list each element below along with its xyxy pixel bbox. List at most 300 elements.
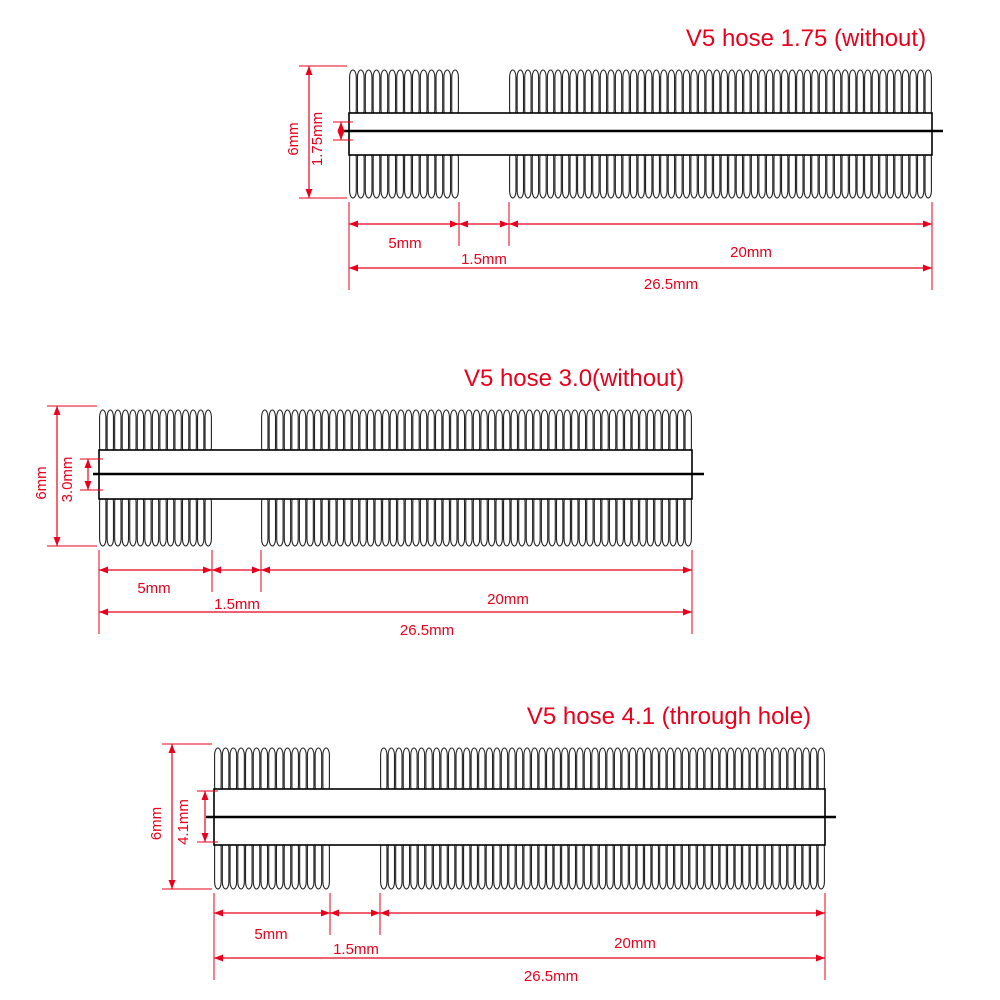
thread-crest bbox=[818, 748, 824, 793]
thread-crest bbox=[381, 70, 388, 117]
thread-crest bbox=[451, 410, 457, 454]
thread-crest bbox=[488, 495, 494, 546]
hose-diagram-1-75 bbox=[285, 25, 943, 293]
thread-crest bbox=[276, 841, 283, 889]
thread-crest bbox=[579, 495, 585, 546]
thread-crest bbox=[436, 410, 442, 454]
thread-crest bbox=[562, 841, 568, 889]
thread-crest bbox=[667, 748, 673, 793]
thread-crest bbox=[524, 841, 530, 889]
total-length-label: 26.5mm bbox=[399, 622, 455, 639]
extension-lines bbox=[214, 893, 825, 980]
thread-crest bbox=[130, 495, 136, 546]
thread-crest bbox=[661, 70, 667, 117]
thread-crest bbox=[857, 70, 863, 117]
thread-crest bbox=[428, 70, 435, 117]
thread-crest bbox=[850, 151, 856, 198]
thread-crest bbox=[602, 495, 608, 546]
thread-crest bbox=[398, 495, 404, 546]
thread-crest bbox=[562, 151, 568, 198]
thread-crest bbox=[160, 495, 166, 546]
thread-crest bbox=[676, 70, 682, 117]
thread-crest bbox=[292, 748, 299, 793]
thread-crest bbox=[501, 748, 507, 793]
long-thread-lower bbox=[381, 841, 825, 889]
thread-crest bbox=[456, 841, 462, 889]
thread-crest bbox=[670, 410, 676, 454]
thread-crest bbox=[261, 841, 268, 889]
thread-crest bbox=[246, 748, 253, 793]
thread-crest bbox=[373, 151, 380, 198]
thread-crest bbox=[638, 70, 644, 117]
thread-crest bbox=[486, 748, 492, 793]
thread-crest bbox=[587, 410, 593, 454]
thread-crest bbox=[365, 70, 372, 117]
thread-crest bbox=[622, 841, 628, 889]
thread-crest bbox=[584, 748, 590, 793]
thread-crest bbox=[277, 495, 283, 546]
thread-crest bbox=[640, 495, 646, 546]
dimension-arrowhead bbox=[509, 221, 518, 228]
thread-crest bbox=[428, 495, 434, 546]
thread-crest bbox=[549, 495, 555, 546]
dimension-arrowhead bbox=[202, 791, 209, 800]
thread-crest bbox=[253, 748, 260, 793]
thread-crest bbox=[811, 748, 817, 793]
thread-crest bbox=[345, 495, 351, 546]
thread-crest bbox=[645, 748, 651, 793]
thread-crest bbox=[609, 410, 615, 454]
thread-crest bbox=[587, 495, 593, 546]
thread-crest bbox=[547, 70, 553, 117]
long-length-label: 20mm bbox=[614, 935, 656, 952]
extension-lines bbox=[349, 202, 932, 290]
thread-crest bbox=[262, 410, 268, 454]
thread-crest bbox=[697, 748, 703, 793]
thread-crest bbox=[284, 495, 290, 546]
thread-crest bbox=[205, 495, 211, 546]
thread-crest bbox=[555, 70, 561, 117]
thread-crest bbox=[413, 410, 419, 454]
thread-crest bbox=[705, 748, 711, 793]
thread-crest bbox=[175, 410, 181, 454]
thread-crest bbox=[269, 495, 275, 546]
thread-crest bbox=[660, 748, 666, 793]
thread-crest bbox=[887, 70, 893, 117]
thread-crest bbox=[789, 151, 795, 198]
thread-crest bbox=[357, 151, 364, 198]
thread-crest bbox=[662, 495, 668, 546]
thread-crest bbox=[766, 151, 772, 198]
thread-crest bbox=[413, 495, 419, 546]
thread-crest bbox=[182, 410, 188, 454]
thread-crest bbox=[600, 151, 606, 198]
thread-crest bbox=[729, 151, 735, 198]
thread-crest bbox=[307, 495, 313, 546]
thread-crest bbox=[728, 748, 734, 793]
thread-crest bbox=[373, 70, 380, 117]
thread-crest bbox=[797, 151, 803, 198]
thread-crest bbox=[872, 70, 878, 117]
thread-crest bbox=[428, 410, 434, 454]
thread-crest bbox=[714, 151, 720, 198]
thread-crest bbox=[555, 151, 561, 198]
thread-crest bbox=[637, 841, 643, 889]
thread-crest bbox=[584, 841, 590, 889]
dimension-arrowhead bbox=[349, 265, 358, 272]
thread-crest bbox=[773, 841, 779, 889]
short-thread-lower bbox=[100, 495, 212, 546]
thread-crest bbox=[594, 410, 600, 454]
dimension-arrowhead bbox=[203, 567, 212, 574]
thread-crest bbox=[509, 841, 515, 889]
thread-crest bbox=[585, 151, 591, 198]
long-thread-upper bbox=[262, 410, 692, 454]
thread-crest bbox=[646, 151, 652, 198]
thread-crest bbox=[352, 410, 358, 454]
thread-crest bbox=[398, 410, 404, 454]
thread-crest bbox=[539, 748, 545, 793]
thread-crest bbox=[758, 841, 764, 889]
thread-crest bbox=[803, 748, 809, 793]
thread-crest bbox=[706, 70, 712, 117]
thread-crest bbox=[554, 841, 560, 889]
dimension-arrowhead bbox=[816, 955, 825, 962]
thread-crest bbox=[100, 410, 106, 454]
thread-crest bbox=[253, 841, 260, 889]
dimension-arrowhead bbox=[683, 567, 692, 574]
thread-crest bbox=[517, 70, 523, 117]
thread-crest bbox=[735, 748, 741, 793]
long-thread-upper bbox=[381, 748, 825, 793]
thread-crest bbox=[577, 841, 583, 889]
thread-crest bbox=[676, 151, 682, 198]
thread-crest bbox=[623, 70, 629, 117]
thread-crest bbox=[594, 495, 600, 546]
long-length-label: 20mm bbox=[487, 591, 529, 608]
short-thread-lower bbox=[350, 151, 459, 198]
thread-crest bbox=[381, 151, 388, 198]
thread-crest bbox=[758, 748, 764, 793]
thread-crest bbox=[751, 70, 757, 117]
thread-crest bbox=[608, 70, 614, 117]
thread-crest bbox=[350, 151, 357, 198]
extension-lines bbox=[99, 550, 692, 634]
thread-crest bbox=[238, 841, 245, 889]
thread-crest bbox=[504, 495, 510, 546]
thread-crest bbox=[418, 748, 424, 793]
thread-crest bbox=[750, 748, 756, 793]
short-thread-upper bbox=[100, 410, 212, 454]
thread-crest bbox=[677, 410, 683, 454]
thread-crest bbox=[547, 748, 553, 793]
thread-crest bbox=[481, 410, 487, 454]
short-length-dimension bbox=[99, 567, 212, 574]
thread-crest bbox=[540, 151, 546, 198]
thread-crest bbox=[464, 748, 470, 793]
long-thread-lower bbox=[510, 151, 932, 198]
thread-crest bbox=[569, 841, 575, 889]
thread-crest bbox=[759, 70, 765, 117]
thread-crest bbox=[880, 151, 886, 198]
total-length-label: 26.5mm bbox=[523, 968, 579, 985]
thread-crest bbox=[405, 151, 412, 198]
thread-crest bbox=[683, 70, 689, 117]
dimension-arrowhead bbox=[214, 955, 223, 962]
thread-crest bbox=[653, 70, 659, 117]
thread-crest bbox=[451, 495, 457, 546]
thread-crest bbox=[685, 495, 691, 546]
thread-crest bbox=[562, 70, 568, 117]
gap-length-dimension bbox=[459, 221, 509, 228]
thread-crest bbox=[902, 151, 908, 198]
thread-crest bbox=[444, 151, 451, 198]
tube-body bbox=[349, 113, 932, 155]
thread-crest bbox=[622, 748, 628, 793]
thread-crest bbox=[804, 151, 810, 198]
thread-crest bbox=[433, 748, 439, 793]
thread-crest bbox=[632, 410, 638, 454]
thread-crest bbox=[418, 841, 424, 889]
thread-crest bbox=[547, 841, 553, 889]
thread-crest bbox=[466, 495, 472, 546]
thread-crest bbox=[660, 841, 666, 889]
dimension-arrowhead bbox=[683, 609, 692, 616]
thread-crest bbox=[865, 151, 871, 198]
thread-crest bbox=[705, 841, 711, 889]
thread-crest bbox=[804, 70, 810, 117]
thread-crest bbox=[661, 151, 667, 198]
thread-crest bbox=[640, 410, 646, 454]
thread-crest bbox=[827, 151, 833, 198]
thread-crest bbox=[564, 410, 570, 454]
dimension-arrowhead bbox=[202, 833, 209, 842]
thread-crest bbox=[122, 410, 128, 454]
long-thread-upper bbox=[510, 70, 932, 117]
thread-crest bbox=[721, 151, 727, 198]
dimension-arrowhead bbox=[212, 567, 221, 574]
thread-crest bbox=[712, 841, 718, 889]
thread-crest bbox=[292, 495, 298, 546]
thread-crest bbox=[456, 748, 462, 793]
thread-crest bbox=[744, 70, 750, 117]
thread-crest bbox=[107, 495, 113, 546]
thread-crest bbox=[473, 495, 479, 546]
thread-crest bbox=[662, 410, 668, 454]
thread-crest bbox=[403, 841, 409, 889]
thread-crest bbox=[292, 841, 299, 889]
thread-crest bbox=[230, 748, 237, 793]
thread-crest bbox=[564, 495, 570, 546]
thread-crest bbox=[803, 841, 809, 889]
thread-crest bbox=[765, 841, 771, 889]
thread-crest bbox=[638, 151, 644, 198]
dimension-arrowhead bbox=[85, 459, 92, 468]
total-length-label: 26.5mm bbox=[643, 276, 699, 293]
thread-crest bbox=[697, 841, 703, 889]
thread-crest bbox=[677, 495, 683, 546]
thread-crest bbox=[323, 748, 330, 793]
thread-crest bbox=[284, 841, 291, 889]
thread-crest bbox=[383, 410, 389, 454]
long-thread-lower bbox=[262, 495, 692, 546]
thread-crest bbox=[788, 841, 794, 889]
thread-crest bbox=[458, 410, 464, 454]
thread-crest bbox=[721, 70, 727, 117]
thread-crest bbox=[464, 841, 470, 889]
thread-crest bbox=[811, 841, 817, 889]
thread-crest bbox=[337, 495, 343, 546]
dimension-arrowhead bbox=[261, 567, 270, 574]
dimension-arrowhead bbox=[169, 744, 176, 753]
thread-crest bbox=[599, 841, 605, 889]
thread-crest bbox=[531, 748, 537, 793]
thread-crest bbox=[190, 410, 196, 454]
thread-crest bbox=[834, 70, 840, 117]
thread-crest bbox=[436, 495, 442, 546]
thread-crest bbox=[167, 410, 173, 454]
thread-crest bbox=[175, 495, 181, 546]
dimension-arrowhead bbox=[450, 221, 459, 228]
dimension-arrowhead bbox=[306, 66, 313, 75]
thread-crest bbox=[222, 841, 229, 889]
thread-crest bbox=[647, 410, 653, 454]
thread-crest bbox=[501, 841, 507, 889]
thread-crest bbox=[795, 748, 801, 793]
thread-crest bbox=[532, 151, 538, 198]
thread-crest bbox=[375, 410, 381, 454]
thread-crest bbox=[541, 410, 547, 454]
thread-crest bbox=[759, 151, 765, 198]
thread-crest bbox=[284, 410, 290, 454]
thread-crest bbox=[525, 70, 531, 117]
thread-crest bbox=[367, 410, 373, 454]
thread-crest bbox=[405, 410, 411, 454]
thread-crest bbox=[917, 151, 923, 198]
thread-crest bbox=[481, 495, 487, 546]
thread-crest bbox=[812, 70, 818, 117]
thread-crest bbox=[646, 70, 652, 117]
thread-crest bbox=[367, 495, 373, 546]
thread-crest bbox=[471, 841, 477, 889]
thread-crest bbox=[549, 410, 555, 454]
thread-crest bbox=[743, 841, 749, 889]
thread-crest bbox=[765, 748, 771, 793]
thread-crest bbox=[623, 151, 629, 198]
thread-crest bbox=[458, 495, 464, 546]
bore-label: 1.75mm bbox=[309, 111, 326, 167]
dimension-arrowhead bbox=[321, 910, 330, 917]
thread-crest bbox=[238, 748, 245, 793]
thread-crest bbox=[614, 748, 620, 793]
thread-crest bbox=[895, 70, 901, 117]
thread-crest bbox=[667, 841, 673, 889]
thread-crest bbox=[276, 748, 283, 793]
thread-crest bbox=[675, 748, 681, 793]
thread-crest bbox=[675, 841, 681, 889]
thread-crest bbox=[547, 151, 553, 198]
thread-crest bbox=[198, 410, 204, 454]
long-length-dimension bbox=[261, 567, 692, 574]
thread-crest bbox=[782, 151, 788, 198]
thread-crest bbox=[524, 748, 530, 793]
thread-crest bbox=[539, 841, 545, 889]
thread-crest bbox=[645, 841, 651, 889]
thread-crest bbox=[607, 748, 613, 793]
thread-crest bbox=[652, 841, 658, 889]
thread-crest bbox=[925, 70, 931, 117]
thread-crest bbox=[443, 495, 449, 546]
thread-crest bbox=[578, 70, 584, 117]
thread-crest bbox=[629, 841, 635, 889]
thread-crest bbox=[683, 151, 689, 198]
thread-crest bbox=[531, 841, 537, 889]
thread-crest bbox=[706, 151, 712, 198]
height-label: 6mm bbox=[148, 806, 165, 841]
thread-crest bbox=[736, 70, 742, 117]
total-length-dimension bbox=[349, 265, 932, 272]
short-thread-upper bbox=[215, 748, 330, 793]
thread-crest bbox=[819, 151, 825, 198]
thread-crest bbox=[388, 841, 394, 889]
thread-crest bbox=[494, 748, 500, 793]
dimension-arrowhead bbox=[923, 265, 932, 272]
thread-crest bbox=[625, 495, 631, 546]
thread-crest bbox=[670, 495, 676, 546]
dimension-arrowhead bbox=[500, 221, 509, 228]
thread-crest bbox=[352, 495, 358, 546]
thread-crest bbox=[698, 70, 704, 117]
thread-crest bbox=[902, 70, 908, 117]
thread-crest bbox=[630, 70, 636, 117]
short-length-dimension bbox=[349, 221, 459, 228]
gap-length-dimension bbox=[330, 910, 380, 917]
thread-crest bbox=[137, 410, 143, 454]
thread-crest bbox=[509, 748, 515, 793]
thread-crest bbox=[519, 410, 525, 454]
dimension-arrowhead bbox=[371, 910, 380, 917]
thread-crest bbox=[496, 410, 502, 454]
thread-crest bbox=[299, 410, 305, 454]
thread-crest bbox=[690, 841, 696, 889]
thread-crest bbox=[444, 70, 451, 117]
thread-crest bbox=[441, 841, 447, 889]
thread-crest bbox=[230, 841, 237, 889]
thread-crest bbox=[691, 151, 697, 198]
thread-crest bbox=[632, 495, 638, 546]
short-length-dimension bbox=[214, 910, 330, 917]
thread-crest bbox=[668, 151, 674, 198]
thread-crest bbox=[411, 841, 417, 889]
short-length-label: 5mm bbox=[254, 926, 288, 943]
thread-crest bbox=[315, 410, 321, 454]
thread-crest bbox=[698, 151, 704, 198]
thread-crest bbox=[504, 410, 510, 454]
thread-crest bbox=[516, 748, 522, 793]
thread-crest bbox=[682, 841, 688, 889]
thread-crest bbox=[277, 410, 283, 454]
thread-crest bbox=[655, 410, 661, 454]
thread-crest bbox=[541, 495, 547, 546]
thread-crest bbox=[562, 748, 568, 793]
thread-crest bbox=[751, 151, 757, 198]
thread-crest bbox=[744, 151, 750, 198]
thread-crest bbox=[510, 70, 516, 117]
dimension-arrowhead bbox=[923, 221, 932, 228]
thread-crest bbox=[579, 410, 585, 454]
thread-crest bbox=[345, 410, 351, 454]
thread-crest bbox=[452, 151, 459, 198]
